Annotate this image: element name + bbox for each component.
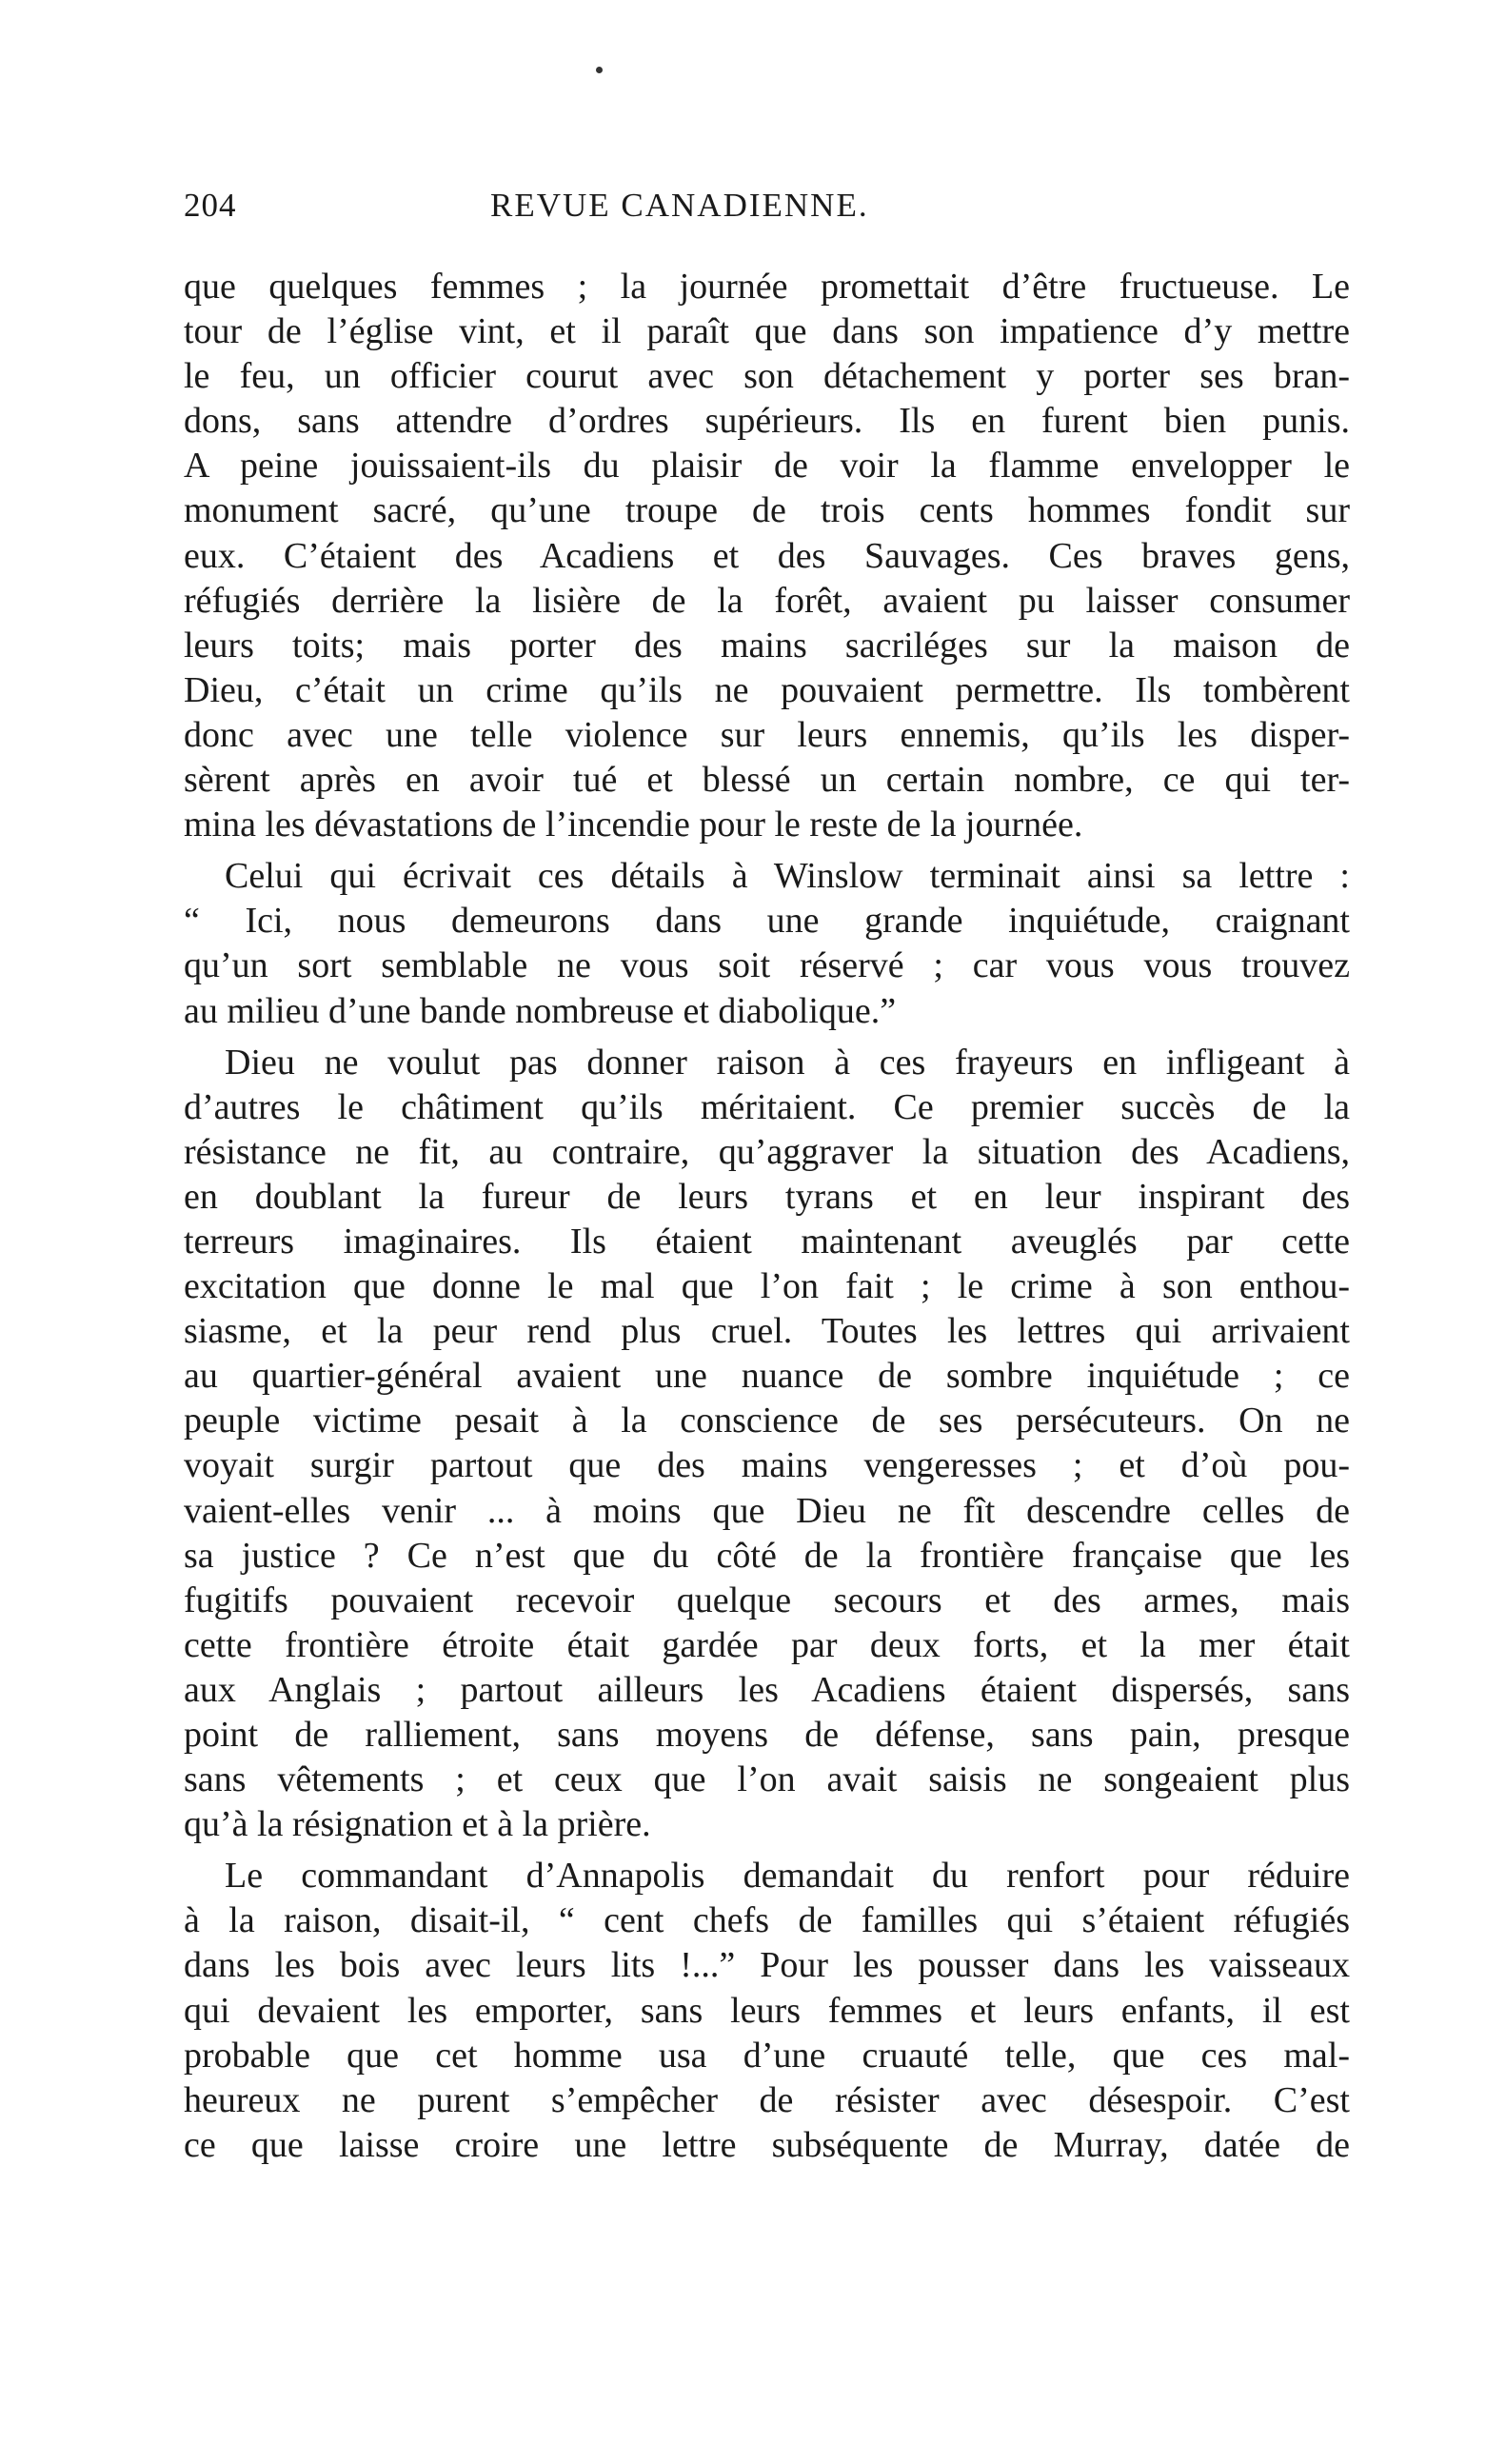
text-line: eux. C’étaient des Acadiens et des Sauvages. Ces braves gens, (184, 535, 1350, 576)
paragraph (184, 1041, 1350, 1848)
text-line: A peine jouissaient-ils du plaisir de voir la flamme envelopper le (184, 446, 1350, 487)
text-line: ce que laisse croire une lettre subséquente de Murray, datée de (184, 2124, 1350, 2165)
text-line: Dieu, c’était un crime qu’ils ne pouvaient permettre. Ils tombèrent (184, 669, 1350, 710)
text-line: sèrent après en avoir tué et blessé un certain nombre, ce qui ter- (184, 760, 1350, 801)
paragraph (184, 1854, 1350, 2168)
text-line: aux Anglais ; partout ailleurs les Acadiens étaient dispersés, sans (184, 1669, 1350, 1710)
text-line: excitation que donne le mal que l’on fait ; le crime à son enthou- (184, 1266, 1350, 1307)
text-line: d’autres le châtiment qu’ils méritaient. Ce premier succès de la (184, 1086, 1350, 1127)
text-line: résistance ne fit, au contraire, qu’aggraver la situation des Acadiens, (184, 1131, 1350, 1172)
ink-dot (596, 67, 603, 73)
text-line: vaient-elles venir ... à moins que Dieu ne fît descendre celles de (184, 1490, 1350, 1531)
text-line: qu’à la résignation et à la prière. (184, 1804, 651, 1845)
text-line: peuple victime pesait à la conscience de ses persécuteurs. On ne (184, 1401, 1350, 1441)
text-line: “ Ici, nous demeurons dans une grande inquiétude, craignant (184, 901, 1350, 942)
text-line: qu’un sort semblable ne vous soit réservé ; car vous vous trouvez (184, 945, 1350, 986)
text-line: en doublant la fureur de leurs tyrans et en leur inspirant des (184, 1176, 1350, 1217)
text-line: point de ralliement, sans moyens de défense, sans pain, presque (184, 1715, 1350, 1755)
text-line: qui devaient les emporter, sans leurs femmes et leurs enfants, il est (184, 1990, 1350, 2031)
text-line: fugitifs pouvaient recevoir quelque secours et des armes, mais (184, 1580, 1350, 1620)
text-line: sans vêtements ; et ceux que l’on avait saisis ne songeaient plus (184, 1759, 1350, 1800)
text-line: réfugiés derrière la lisière de la forêt, avaient pu laisser consumer (184, 580, 1350, 621)
text-line: voyait surgir partout que des mains vengeresses ; et d’où pou- (184, 1445, 1350, 1486)
text-line: le feu, un officier courut avec son détachement y porter ses bran- (184, 356, 1350, 397)
paragraph (184, 854, 1350, 1033)
text-line: au quartier-général avaient une nuance de sombre inquiétude ; ce (184, 1356, 1350, 1397)
text-line: Le commandant d’Annapolis demandait du renfort pour réduire (225, 1856, 1350, 1897)
page-header (184, 187, 1350, 234)
text-line: monument sacré, qu’une troupe de trois cents hommes fondit sur (184, 490, 1350, 531)
page-number: 204 (184, 187, 237, 224)
text-line: donc avec une telle violence sur leurs ennemis, qu’ils les disper- (184, 714, 1350, 755)
text-line: que quelques femmes ; la journée promettait d’être fructueuse. Le (184, 267, 1350, 307)
text-line: mina les dévastations de l’incendie pour le reste de la journée. (184, 805, 1083, 845)
text-line: heureux ne purent s’empêcher de résister avec désespoir. C’est (184, 2079, 1350, 2120)
text-line: au milieu d’une bande nombreuse et diabolique.” (184, 990, 897, 1031)
text-line: Dieu ne voulut pas donner raison à ces frayeurs en infligeant à (225, 1042, 1350, 1083)
text-line: dans les bois avec leurs lits !...” Pour les pousser dans les vaisseaux (184, 1945, 1350, 1986)
text-line: leurs toits; mais porter des mains sacriléges sur la maison de (184, 625, 1350, 666)
text-line: à la raison, disait-il, “ cent chefs de familles qui s’étaient réfugiés (184, 1900, 1350, 1941)
text-line: probable que cet homme usa d’une cruauté telle, que ces mal- (184, 2035, 1350, 2076)
body-text (184, 265, 1350, 2168)
paragraph (184, 265, 1350, 847)
text-line: dons, sans attendre d’ordres supérieurs. Ils en furent bien punis. (184, 401, 1350, 442)
running-title: REVUE CANADIENNE. (490, 187, 869, 224)
text-line: cette frontière étroite était gardée par deux forts, et la mer était (184, 1624, 1350, 1665)
text-line: tour de l’église vint, et il paraît que dans son impatience d’y mettre (184, 311, 1350, 352)
text-line: siasme, et la peur rend plus cruel. Toutes les lettres qui arrivaient (184, 1311, 1350, 1352)
text-line: Celui qui écrivait ces détails à Winslow terminait ainsi sa lettre : (225, 856, 1350, 897)
text-line: sa justice ? Ce n’est que du côté de la frontière française que les (184, 1535, 1350, 1576)
text-line: terreurs imaginaires. Ils étaient maintenant aveuglés par cette (184, 1221, 1350, 1262)
